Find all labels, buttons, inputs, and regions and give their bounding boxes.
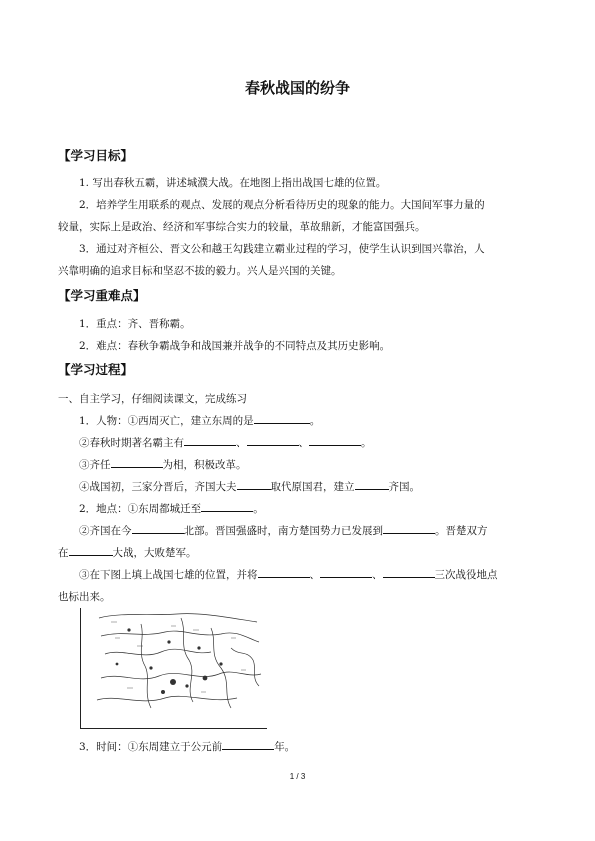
answer-blank[interactable] [132, 521, 184, 534]
answer-blank[interactable] [237, 477, 271, 490]
answer-blank[interactable] [355, 477, 389, 490]
goal-item: 较量，实际上是政治、经济和军事综合实力的较量，革故鼎新，才能富国强兵。 [58, 221, 426, 233]
answer-blank[interactable] [383, 521, 435, 534]
question-line: ③齐任 为相，积极改革。 [58, 454, 542, 476]
question-line: ④战国初，三家分晋后，齐国大夫 取代原国君，建立 齐国。 [58, 476, 542, 498]
answer-blank[interactable] [383, 565, 435, 578]
answer-blank[interactable] [111, 455, 163, 468]
answer-blank[interactable] [222, 737, 274, 750]
page-title: 春秋战国的纷争 [244, 79, 350, 97]
answer-blank[interactable] [258, 565, 310, 578]
question-line: 1．人物：①西周灭亡，建立东周的是 。 [58, 410, 542, 432]
question-line: 2．地点：①东周都城迁至 。 [58, 498, 542, 520]
goal-item: 1. 写出春秋五霸，讲述城濮大战。在地图上指出战国七雄的位置。 [79, 177, 387, 189]
question-line: 3．时间：①东周建立于公元前 年。 [58, 736, 542, 758]
key-point-item: 2．难点：春秋争霸战争和战国兼并战争的不同特点及其历史影响。 [79, 340, 391, 352]
goal-item: 3．通过对齐桓公、晋文公和越王勾践建立霸业过程的学习，使学生认识到国兴靠治，人 [79, 243, 485, 255]
question-line: 在 大战，大败楚军。 [58, 542, 542, 564]
question-line: 也标出来。 [58, 591, 111, 603]
answer-blank[interactable] [254, 411, 310, 424]
process-intro: 一、自主学习，仔细阅读课文，完成练习 [58, 393, 247, 405]
answer-blank[interactable] [320, 565, 372, 578]
question-line: ②齐国在今 北部。晋国强盛时，南方楚国势力已发展到 。晋楚双方 [58, 520, 542, 542]
answer-blank[interactable] [201, 499, 253, 512]
goal-item: 兴靠明确的追求目标和坚忍不拔的毅力。兴人是兴国的关键。 [58, 265, 342, 277]
question-line: ②春秋时期著名霸主有 、 、 。 [58, 432, 542, 454]
answer-blank[interactable] [69, 543, 113, 556]
warring-states-map[interactable] [80, 608, 267, 729]
answer-blank[interactable] [184, 433, 236, 446]
goals-heading: 【学习目标】 [58, 148, 134, 163]
process-heading: 【学习过程】 [58, 362, 134, 377]
key-point-item: 1．重点：齐、晋称霸。 [79, 318, 191, 330]
key-points-heading: 【学习重难点】 [58, 288, 146, 303]
answer-blank[interactable] [309, 433, 361, 446]
goal-item: 2．培养学生用联系的观点、发展的观点分析看待历史的现象的能力。大国间军事力量的 [79, 199, 485, 211]
question-line: ③在下图上填上战国七雄的位置，并将 、 、 三次战役地点 [58, 564, 542, 586]
page-number: 1 / 3 [289, 772, 306, 781]
answer-blank[interactable] [247, 433, 299, 446]
map-sketch-icon [81, 608, 267, 728]
